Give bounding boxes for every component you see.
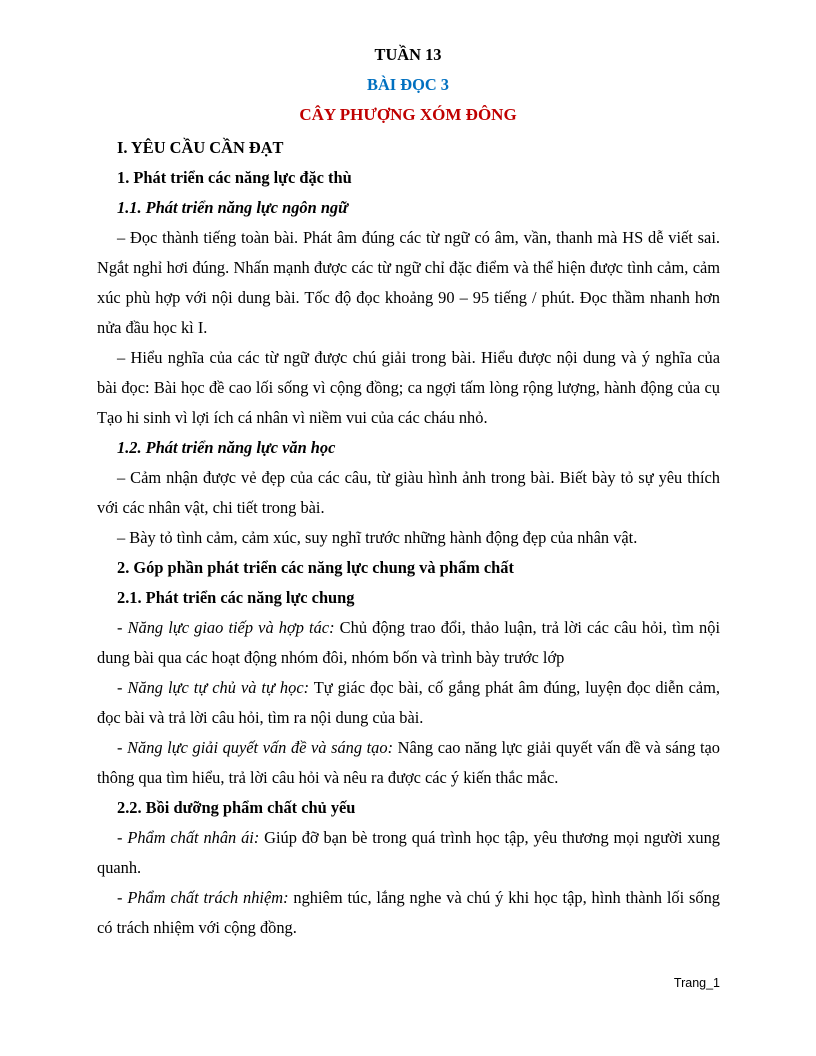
label-problem-solving: Năng lực giải quyết vấn đề và sáng tạo: — [127, 738, 394, 757]
page-title: CÂY PHƯỢNG XÓM ĐÔNG — [299, 105, 517, 124]
subheading-literature: 1.2. Phát triển năng lực văn học — [117, 438, 336, 457]
dash: - — [117, 888, 128, 907]
paragraph-self-study — [97, 673, 720, 733]
text-responsibility: nghiêm túc, lắng nghe và chú ý khi học tập, hình thành lối sống có trách nhiệm với cộng đồng. — [97, 888, 720, 937]
paragraph-comprehension: – Hiểu nghĩa của các từ ngữ được chú giải trong bài. Hiểu được nội dung và ý nghĩa của bài đọc: Bài học đề cao lối sống vì cộng đồng; ca ngợi tấm lòng rộng lượng, hành động của cụ Tạo hi sinh vì lợi ích cá nhân vì niềm vui của các cháu nhỏ. — [97, 348, 720, 427]
paragraph-kindness — [97, 823, 720, 883]
label-kindness: Phẩm chất nhân ái: — [127, 828, 260, 847]
label-self-study: Năng lực tự chủ và tự học: — [127, 678, 310, 697]
dash: - — [117, 828, 128, 847]
text-communication: Chủ động trao đổi, thảo luận, trả lời các câu hỏi, tìm nội dung bài qua các hoạt động nhóm đôi, nhóm bốn và trình bày trước lớp — [97, 618, 720, 667]
text-problem-solving: Nâng cao năng lực giải quyết vấn đề và sáng tạo thông qua tìm hiểu, trả lời câu hỏi và nêu ra được các ý kiến thắc mắc. — [97, 738, 720, 787]
dash: - — [117, 738, 128, 757]
subheading-general-competencies: 2. Góp phần phát triển các năng lực chung và phẩm chất — [117, 558, 514, 577]
paragraph-expression: – Bày tỏ tình cảm, cảm xúc, suy nghĩ trước những hành động đẹp của nhân vật. — [117, 528, 638, 547]
paragraph-responsibility — [97, 883, 720, 943]
page-number: Trang_1 — [673, 976, 720, 990]
lesson-heading: BÀI ĐỌC 3 — [367, 75, 449, 94]
subheading-specific-competencies: 1. Phát triển các năng lực đặc thù — [117, 168, 352, 187]
paragraph-appreciation: – Cảm nhận được vẻ đẹp của các câu, từ giàu hình ảnh trong bài. Biết bày tỏ sự yêu thích với các nhân vật, chi tiết trong bài. — [97, 468, 720, 517]
subheading-qualities: 2.2. Bồi dưỡng phẩm chất chủ yếu — [117, 798, 356, 817]
document-body — [97, 133, 720, 943]
dash: - — [117, 618, 128, 637]
text-kindness: Giúp đỡ bạn bè trong quá trình học tập, yêu thương mọi người xung quanh. — [97, 828, 720, 877]
text-self-study: Tự giác đọc bài, cố gắng phát âm đúng, luyện đọc diễn cảm, đọc bài và trả lời câu hỏi, tìm ra nội dung của bài. — [97, 678, 720, 727]
subheading-language: 1.1. Phát triển năng lực ngôn ngữ — [117, 198, 348, 217]
subheading-general-development: 2.1. Phát triển các năng lực chung — [117, 588, 355, 607]
paragraph-reading-aloud: – Đọc thành tiếng toàn bài. Phát âm đúng các từ ngữ có âm, vần, thanh mà HS dễ viết sai. Ngắt nghỉ hơi đúng. Nhấn mạnh được các từ ngữ chỉ đặc điểm và thể hiện được tình cảm, cảm xúc phù hợp với nội dung bài. Tốc độ đọc khoảng 90 – 95 tiếng / phút. Đọc thầm nhanh hơn nửa đầu học kì I. — [97, 228, 720, 337]
paragraph-problem-solving — [97, 733, 720, 793]
dash: - — [117, 678, 128, 697]
section-heading-requirements: I. YÊU CẦU CẦN ĐẠT — [117, 138, 284, 157]
paragraph-communication — [97, 613, 720, 673]
week-heading: TUẦN 13 — [374, 45, 442, 64]
label-communication: Năng lực giao tiếp và hợp tác: — [127, 618, 335, 637]
label-responsibility: Phẩm chất trách nhiệm: — [127, 888, 289, 907]
